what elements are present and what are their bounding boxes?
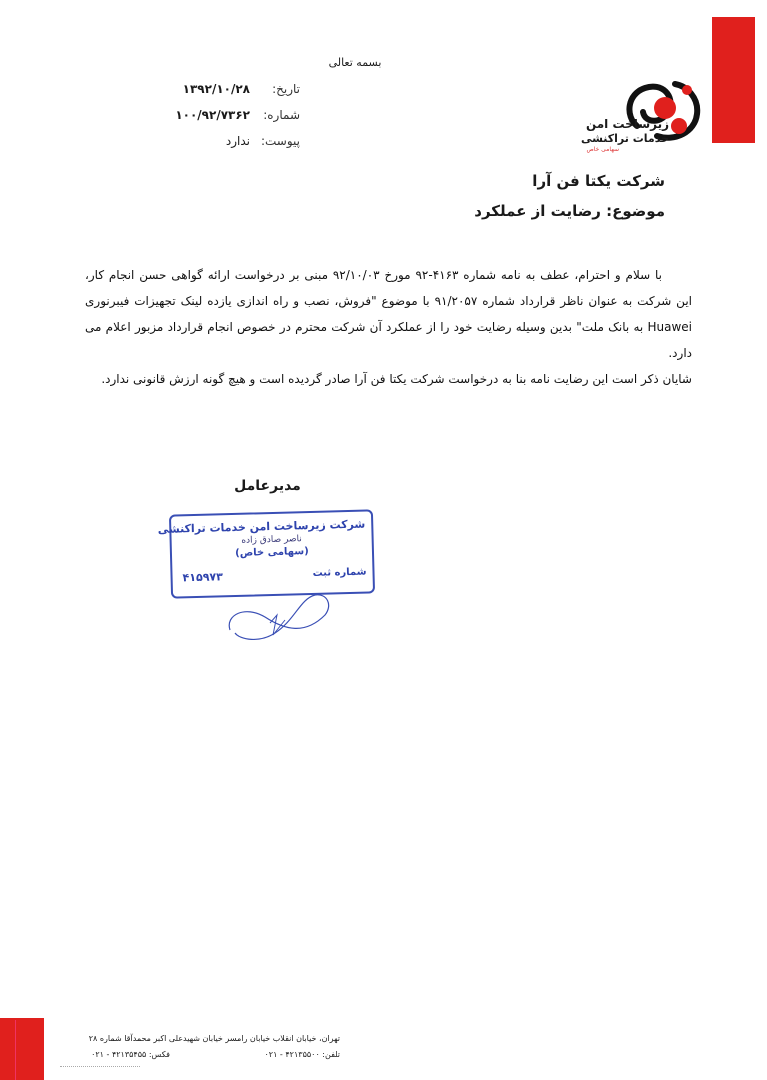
- signer-title: مدیرعامل: [234, 478, 301, 494]
- stamp-company-name: شرکت زیرساخت امن خدمات تراکنشی: [157, 517, 366, 536]
- company-type: سهامی خاص: [586, 146, 619, 153]
- attachment-label: پیوست:: [260, 134, 300, 148]
- letter-body: [85, 262, 692, 392]
- signer-name: ناصر صادق زاده: [241, 534, 303, 546]
- body-paragraph-2: شایان ذکر است این رضایت نامه بنا به درخواست شرکت یکتا فن آرا صادر گردیده است و هیچ گونه ارزش قانونی ندارد.: [101, 372, 692, 386]
- footer-fax: فکس: ۴۲۱۳۵۴۵۵ - ۰۲۱: [91, 1050, 170, 1059]
- letterhead-red-bar: [712, 17, 755, 143]
- number-label: شماره:: [263, 108, 300, 122]
- date-label: تاریخ:: [272, 82, 300, 96]
- stamp-reg-number: ۴۱۵۹۷۳: [182, 570, 224, 585]
- handwritten-signature: [215, 575, 345, 650]
- date-value: ۱۳۹۲/۱۰/۲۸: [182, 82, 250, 96]
- bismillah-heading: بسمه تعالی: [328, 56, 382, 69]
- recipient-line: شرکت یکتا فن آرا: [532, 172, 665, 190]
- footer-red-bar: [0, 1018, 44, 1080]
- stamp-company-type: (سهامی خاص): [235, 546, 309, 559]
- footer-phone: تلفن: ۴۲۱۳۵۵۰۰ - ۰۲۱: [264, 1050, 340, 1059]
- number-value: ۱۰۰/۹۲/۷۳۶۲: [175, 108, 250, 122]
- footer-side-strip: [15, 1020, 22, 1080]
- footer-divider: [60, 1066, 140, 1073]
- body-paragraph-1: با سلام و احترام، عطف به نامه شماره ۴۱۶۳-۹۲ مورخ ۹۲/۱۰/۰۳ مبنی بر درخواست ارائه گواهی حسن انجام کار، این شرکت به عنوان ناظر قرارداد شماره ۹۱/۲۰۵۷ با موضوع "فروش، نصب و راه اندازی یازده لینک تجهیزات فیبرنوری Huawei به بانک ملت" بدین وسیله رضایت خود را از عملکرد آن شرکت محترم در خصوص انجام قرارداد مزبور اعلام می دارد.: [85, 268, 692, 360]
- attachment-value: ندارد: [225, 134, 250, 148]
- stamp-reg-label: شماره ثبت: [312, 566, 367, 579]
- company-name-line2: خدمات تراکنشی: [580, 132, 669, 145]
- footer-address: تهران، خیابان انقلاب خیابان رامسر خیابان شهیدعلی اکبر محمدآقا شماره ۲۸: [88, 1034, 340, 1043]
- subject-line: موضوع: رضایت از عملکرد: [474, 202, 665, 220]
- company-name-line1: زیرساخت امن: [585, 117, 669, 131]
